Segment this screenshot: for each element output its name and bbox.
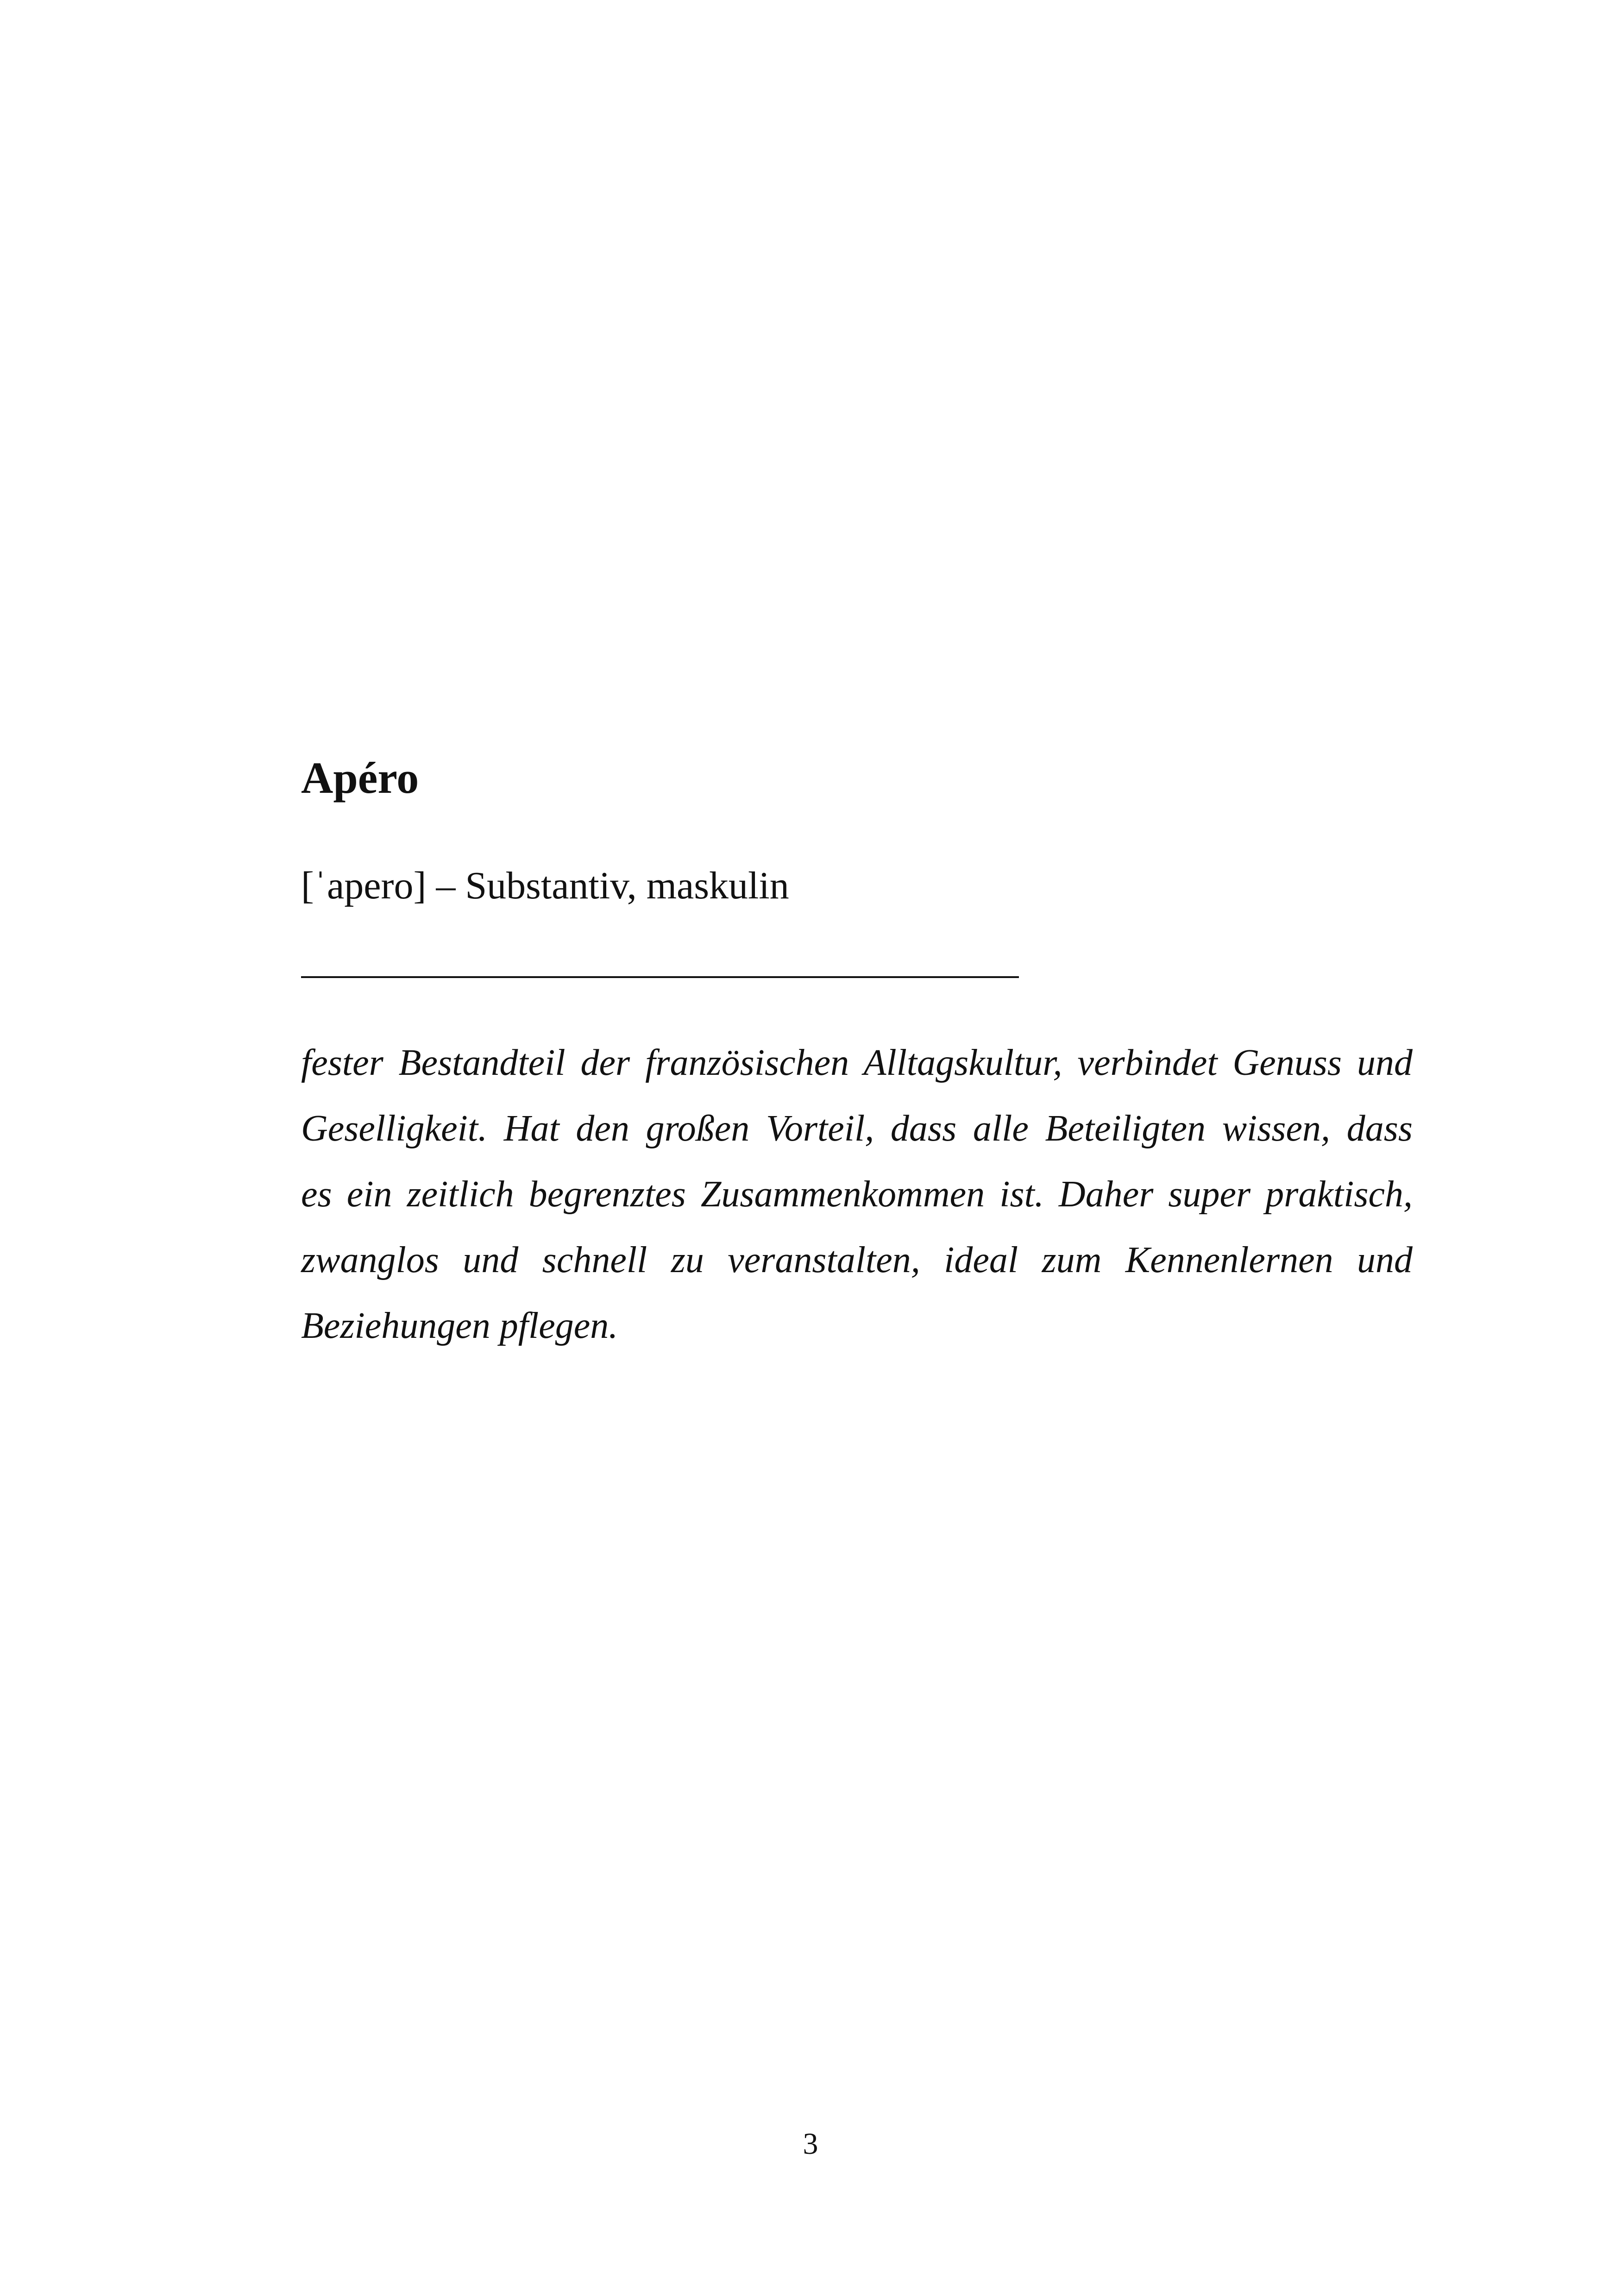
divider-line: [301, 976, 1019, 978]
headword: Apéro: [301, 753, 419, 803]
page-number: 3: [803, 2127, 818, 2161]
definition-line: zwanglos und schnell zu veranstalten, ideal zum Kennenlernen und: [301, 1240, 1413, 1280]
dictionary-entry: [301, 750, 1413, 1359]
definition-line: Beziehungen pflegen.: [301, 1305, 618, 1346]
definition-line: fester Bestandteil der französischen Alltagskultur, verbindet Genuss und: [301, 1042, 1413, 1083]
pronunciation-and-word-class: [ˈapero] – Substantiv, maskulin: [301, 864, 789, 907]
definition-line: es ein zeitlich begrenztes Zusammenkommen ist. Daher super praktisch,: [301, 1174, 1413, 1215]
definition-text: [301, 1030, 1413, 1359]
definition-line: Geselligkeit. Hat den großen Vorteil, dass alle Beteiligten wissen, dass: [301, 1108, 1413, 1149]
